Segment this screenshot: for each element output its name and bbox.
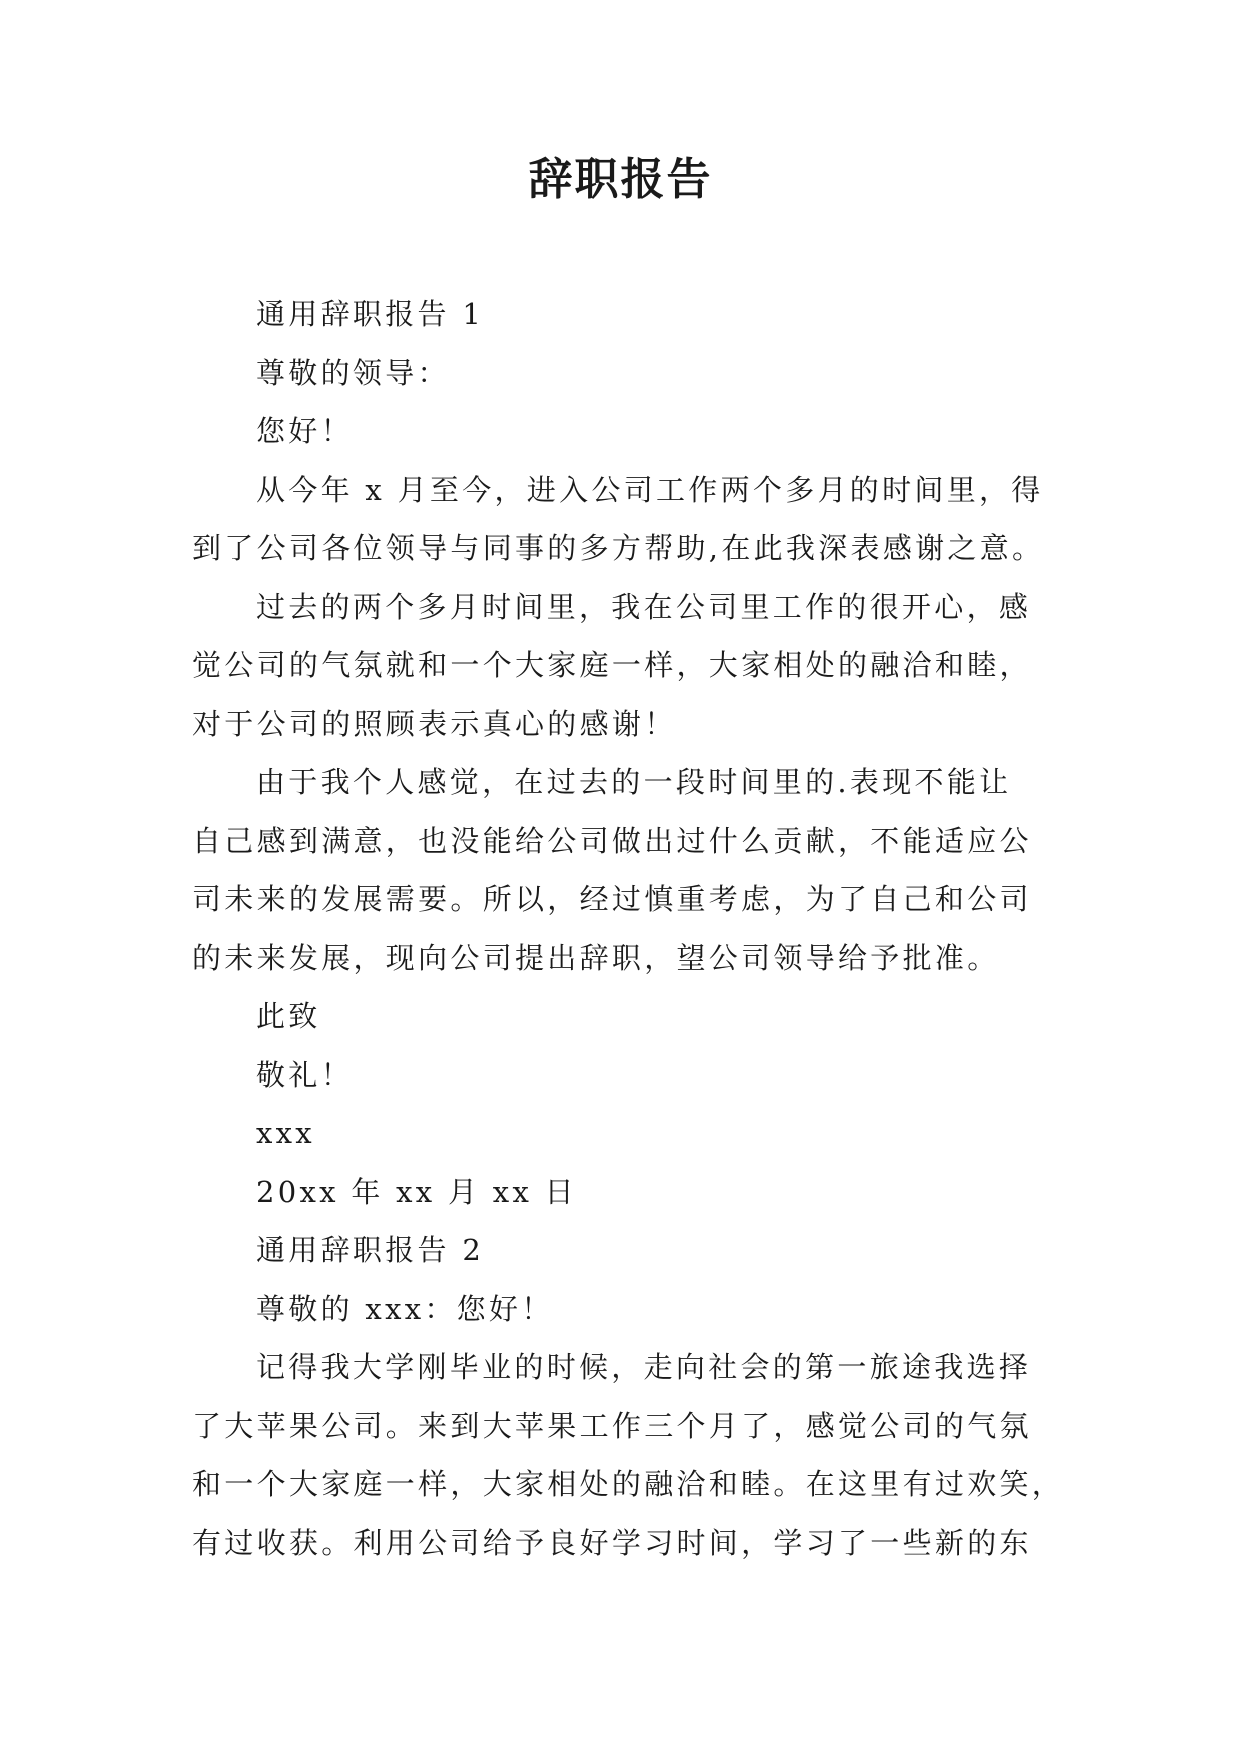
text-line: 记得我大学刚毕业的时候，走向社会的第一旅途我选择 [256, 1350, 1032, 1384]
section-heading-2 [192, 1221, 1052, 1280]
text-line: 20xx 年 xx 月 xx 日 [256, 1174, 577, 1209]
text-line: 觉公司的气氛就和一个大家庭一样，大家相处的融洽和睦， [192, 648, 1032, 682]
signature-name [192, 1104, 1052, 1163]
text-line: 和一个大家庭一样，大家相处的融洽和睦。在这里有过欢笑， [192, 1467, 1065, 1501]
text-line: 尊敬的 xxx：您好！ [256, 1291, 554, 1326]
body-paragraph [192, 461, 1052, 578]
closing-regards [192, 1046, 1052, 1105]
section-heading-1 [192, 285, 1052, 344]
text-line: 通用辞职报告 2 [256, 1233, 485, 1267]
salutation [192, 1280, 1052, 1339]
text-line: 到了公司各位领导与同事的多方帮助,在此我深表感谢之意。 [192, 531, 1045, 565]
text-line: 了大苹果公司。来到大苹果工作三个月了，感觉公司的气氛 [192, 1408, 1032, 1443]
text-line: 尊敬的领导： [256, 355, 450, 390]
document-body [192, 285, 1065, 1572]
text-line: 从今年 x 月至今，进入公司工作两个多月的时间里，得 [256, 472, 1044, 507]
text-line: 过去的两个多月时间里，我在公司里工作的很开心，感 [256, 589, 1032, 624]
text-line: 通用辞职报告 1 [256, 297, 485, 331]
body-paragraph [192, 753, 1052, 987]
text-line: 司未来的发展需要。所以，经过慎重考虑，为了自己和公司 [192, 882, 1032, 916]
text-line: 的未来发展，现向公司提出辞职，望公司领导给予批准。 [192, 940, 1000, 975]
greeting [192, 402, 1052, 461]
text-line: 由于我个人感觉，在过去的一段时间里的.表现不能让 [256, 765, 1012, 799]
text-line: 对于公司的照顾表示真心的感谢！ [192, 706, 677, 741]
body-paragraph [192, 1338, 1065, 1572]
salutation [192, 344, 1052, 403]
text-line: 自己感到满意，也没能给公司做出过什么贡献，不能适应公 [192, 823, 1032, 858]
closing [192, 987, 1052, 1046]
document-title: 辞职报告 [528, 154, 713, 205]
text-line: xxx [256, 1116, 315, 1150]
text-line: 敬礼！ [256, 1057, 353, 1092]
text-line: 您好！ [256, 414, 353, 448]
body-paragraph [192, 578, 1052, 754]
text-line: 此致 [256, 999, 321, 1033]
signature-date [192, 1163, 1052, 1222]
text-line: 有过收获。利用公司给予良好学习时间，学习了一些新的东 [192, 1525, 1032, 1560]
